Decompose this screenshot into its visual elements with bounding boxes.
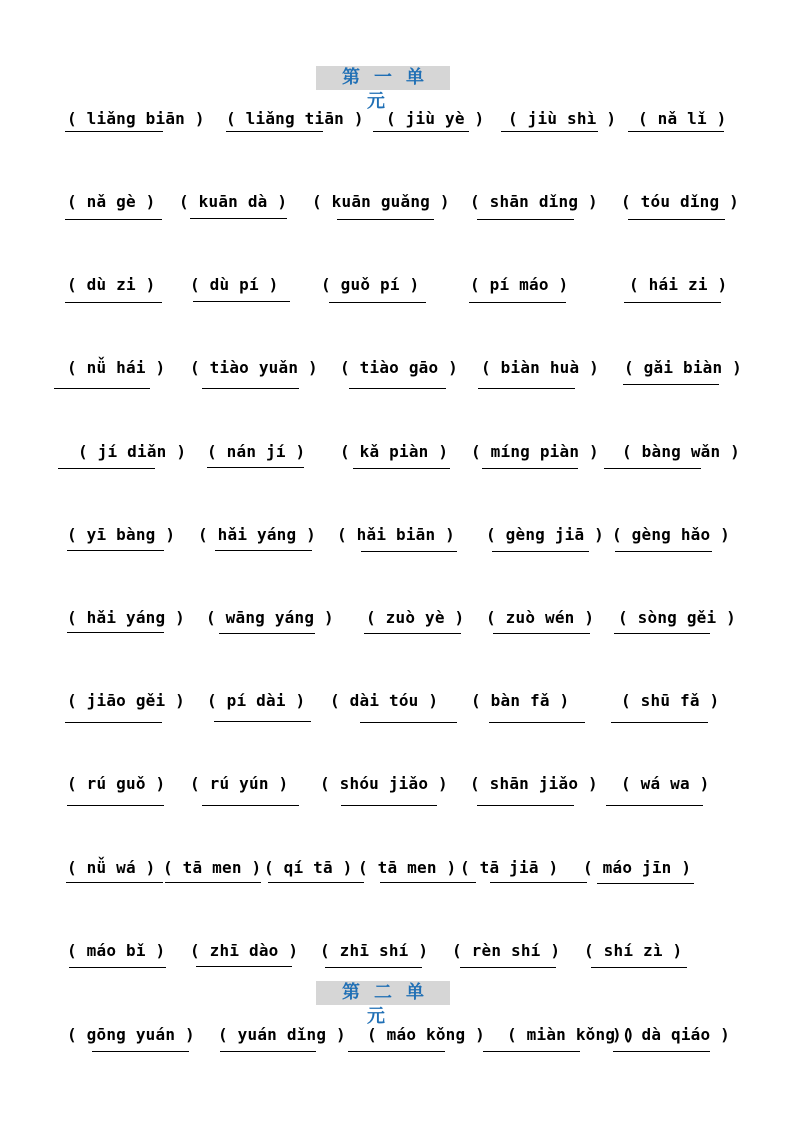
answer-blank-line[interactable] bbox=[215, 550, 312, 551]
pinyin-item: ( zuò yè ) bbox=[366, 608, 465, 627]
answer-blank-line[interactable] bbox=[67, 805, 164, 806]
answer-blank-line[interactable] bbox=[614, 633, 710, 634]
answer-blank-line[interactable] bbox=[360, 722, 457, 723]
answer-blank-line[interactable] bbox=[460, 967, 556, 968]
pinyin-item: ( qí tā ) bbox=[264, 858, 353, 877]
pinyin-item: ( kuān dà ) bbox=[179, 192, 288, 211]
pinyin-item: ( dù zi ) bbox=[67, 275, 156, 294]
answer-blank-line[interactable] bbox=[591, 967, 687, 968]
pinyin-item: ( nǎ lǐ ) bbox=[638, 109, 727, 128]
pinyin-item: ( tā men ) bbox=[163, 858, 262, 877]
pinyin-item: ( guǒ pí ) bbox=[321, 275, 420, 294]
answer-blank-line[interactable] bbox=[623, 384, 719, 385]
answer-blank-line[interactable] bbox=[65, 219, 162, 220]
pinyin-item: ( zuò wén ) bbox=[486, 608, 595, 627]
pinyin-item: ( liǎng biān ) bbox=[67, 109, 205, 128]
pinyin-item: ( wāng yáng ) bbox=[206, 608, 334, 627]
answer-blank-line[interactable] bbox=[337, 219, 434, 220]
answer-blank-line[interactable] bbox=[628, 131, 724, 132]
answer-blank-line[interactable] bbox=[268, 882, 364, 883]
pinyin-item: ( pí máo ) bbox=[470, 275, 569, 294]
answer-blank-line[interactable] bbox=[67, 632, 164, 633]
answer-blank-line[interactable] bbox=[493, 633, 590, 634]
answer-blank-line[interactable] bbox=[190, 218, 287, 219]
pinyin-item: ( shí zì ) bbox=[584, 941, 683, 960]
answer-blank-line[interactable] bbox=[489, 722, 585, 723]
answer-blank-line[interactable] bbox=[165, 882, 261, 883]
pinyin-item: ( biàn huà ) bbox=[481, 358, 599, 377]
answer-blank-line[interactable] bbox=[380, 882, 476, 883]
answer-blank-line[interactable] bbox=[483, 1051, 580, 1052]
pinyin-item: ( miàn kǒng ) bbox=[507, 1025, 635, 1044]
answer-blank-line[interactable] bbox=[628, 219, 725, 220]
answer-blank-line[interactable] bbox=[54, 388, 150, 389]
pinyin-item: ( bàng wǎn ) bbox=[622, 442, 740, 461]
answer-blank-line[interactable] bbox=[219, 633, 315, 634]
answer-blank-line[interactable] bbox=[624, 302, 721, 303]
pinyin-item: ( máo jīn ) bbox=[583, 858, 692, 877]
unit-heading: 第一单元 bbox=[316, 66, 450, 90]
pinyin-item: ( shān dǐng ) bbox=[470, 192, 598, 211]
pinyin-item: ( rú guǒ ) bbox=[67, 774, 166, 793]
answer-blank-line[interactable] bbox=[611, 722, 708, 723]
pinyin-item: ( nán jí ) bbox=[207, 442, 306, 461]
pinyin-item: ( dài tóu ) bbox=[330, 691, 439, 710]
pinyin-item: ( wá wa ) bbox=[621, 774, 710, 793]
pinyin-item: ( tiào yuǎn ) bbox=[190, 358, 318, 377]
pinyin-item: ( hǎi yáng ) bbox=[198, 525, 316, 544]
pinyin-item: ( hǎi biān ) bbox=[337, 525, 455, 544]
answer-blank-line[interactable] bbox=[214, 721, 311, 722]
answer-blank-line[interactable] bbox=[615, 551, 712, 552]
answer-blank-line[interactable] bbox=[65, 302, 162, 303]
answer-blank-line[interactable] bbox=[341, 805, 437, 806]
answer-blank-line[interactable] bbox=[329, 302, 426, 303]
pinyin-item: ( jiù yè ) bbox=[386, 109, 485, 128]
answer-blank-line[interactable] bbox=[373, 131, 469, 132]
answer-blank-line[interactable] bbox=[65, 722, 162, 723]
answer-blank-line[interactable] bbox=[348, 1051, 445, 1052]
answer-blank-line[interactable] bbox=[492, 551, 589, 552]
pinyin-item: ( shóu jiǎo ) bbox=[320, 774, 448, 793]
pinyin-item: ( tóu dǐng ) bbox=[621, 192, 739, 211]
answer-blank-line[interactable] bbox=[477, 805, 574, 806]
pinyin-item: ( liǎng tiān ) bbox=[226, 109, 364, 128]
pinyin-item: ( zhī dào ) bbox=[190, 941, 299, 960]
answer-blank-line[interactable] bbox=[202, 388, 299, 389]
answer-blank-line[interactable] bbox=[196, 966, 292, 967]
pinyin-item: ( gōng yuán ) bbox=[67, 1025, 195, 1044]
pinyin-item: ( bàn fǎ ) bbox=[471, 691, 570, 710]
pinyin-item: ( yī bàng ) bbox=[67, 525, 176, 544]
pinyin-item: ( nǚ wá ) bbox=[67, 858, 156, 877]
answer-blank-line[interactable] bbox=[69, 967, 166, 968]
pinyin-item: ( sòng gěi ) bbox=[618, 608, 736, 627]
answer-blank-line[interactable] bbox=[220, 1051, 316, 1052]
pinyin-item: ( hǎi yáng ) bbox=[67, 608, 185, 627]
answer-blank-line[interactable] bbox=[92, 1051, 189, 1052]
pinyin-item: ( dù pí ) bbox=[190, 275, 279, 294]
answer-blank-line[interactable] bbox=[469, 302, 566, 303]
pinyin-item: ( hái zi ) bbox=[629, 275, 728, 294]
answer-blank-line[interactable] bbox=[482, 468, 578, 469]
pinyin-item: ( jiù shì ) bbox=[508, 109, 617, 128]
answer-blank-line[interactable] bbox=[202, 805, 299, 806]
answer-blank-line[interactable] bbox=[501, 131, 598, 132]
answer-blank-line[interactable] bbox=[477, 219, 574, 220]
answer-blank-line[interactable] bbox=[604, 468, 701, 469]
pinyin-item: ( nǎ gè ) bbox=[67, 192, 156, 211]
pinyin-item: ( máo bǐ ) bbox=[67, 941, 166, 960]
answer-blank-line[interactable] bbox=[353, 468, 450, 469]
pinyin-item: ( tā men ) bbox=[358, 858, 457, 877]
pinyin-item: )( dà qiáo ) bbox=[612, 1025, 730, 1044]
answer-blank-line[interactable] bbox=[67, 550, 164, 551]
pinyin-item: ( tā jiā ) bbox=[460, 858, 559, 877]
pinyin-item: ( míng piàn ) bbox=[471, 442, 599, 461]
answer-blank-line[interactable] bbox=[361, 551, 457, 552]
answer-blank-line[interactable] bbox=[325, 967, 422, 968]
pinyin-item: ( gǎi biàn ) bbox=[624, 358, 742, 377]
pinyin-item: ( zhī shí ) bbox=[320, 941, 429, 960]
answer-blank-line[interactable] bbox=[207, 467, 304, 468]
answer-blank-line[interactable] bbox=[613, 1051, 710, 1052]
pinyin-item: ( rú yún ) bbox=[190, 774, 289, 793]
pinyin-item: ( jí diǎn ) bbox=[78, 442, 187, 461]
answer-blank-line[interactable] bbox=[193, 301, 290, 302]
pinyin-item: ( yuán dǐng ) bbox=[218, 1025, 346, 1044]
pinyin-item: ( kuān guǎng ) bbox=[312, 192, 450, 211]
answer-blank-line[interactable] bbox=[606, 805, 703, 806]
answer-blank-line[interactable] bbox=[58, 468, 155, 469]
pinyin-item: ( pí dài ) bbox=[207, 691, 306, 710]
answer-blank-line[interactable] bbox=[349, 388, 446, 389]
answer-blank-line[interactable] bbox=[226, 131, 323, 132]
pinyin-item: ( gèng hǎo ) bbox=[612, 525, 730, 544]
answer-blank-line[interactable] bbox=[597, 883, 694, 884]
pinyin-item: ( shān jiǎo ) bbox=[470, 774, 598, 793]
answer-blank-line[interactable] bbox=[490, 882, 587, 883]
answer-blank-line[interactable] bbox=[364, 633, 461, 634]
pinyin-item: ( rèn shí ) bbox=[452, 941, 561, 960]
pinyin-item: ( jiāo gěi ) bbox=[67, 691, 185, 710]
pinyin-item: ( nǚ hái ) bbox=[67, 358, 166, 377]
unit-heading: 第二单元 bbox=[316, 981, 450, 1005]
answer-blank-line[interactable] bbox=[478, 388, 575, 389]
answer-blank-line[interactable] bbox=[65, 131, 163, 132]
pinyin-item: ( máo kǒng ) bbox=[367, 1025, 485, 1044]
pinyin-item: ( tiào gāo ) bbox=[340, 358, 458, 377]
pinyin-item: ( gèng jiā ) bbox=[486, 525, 604, 544]
pinyin-item: ( kǎ piàn ) bbox=[340, 442, 449, 461]
answer-blank-line[interactable] bbox=[66, 882, 163, 883]
pinyin-item: ( shū fǎ ) bbox=[621, 691, 720, 710]
